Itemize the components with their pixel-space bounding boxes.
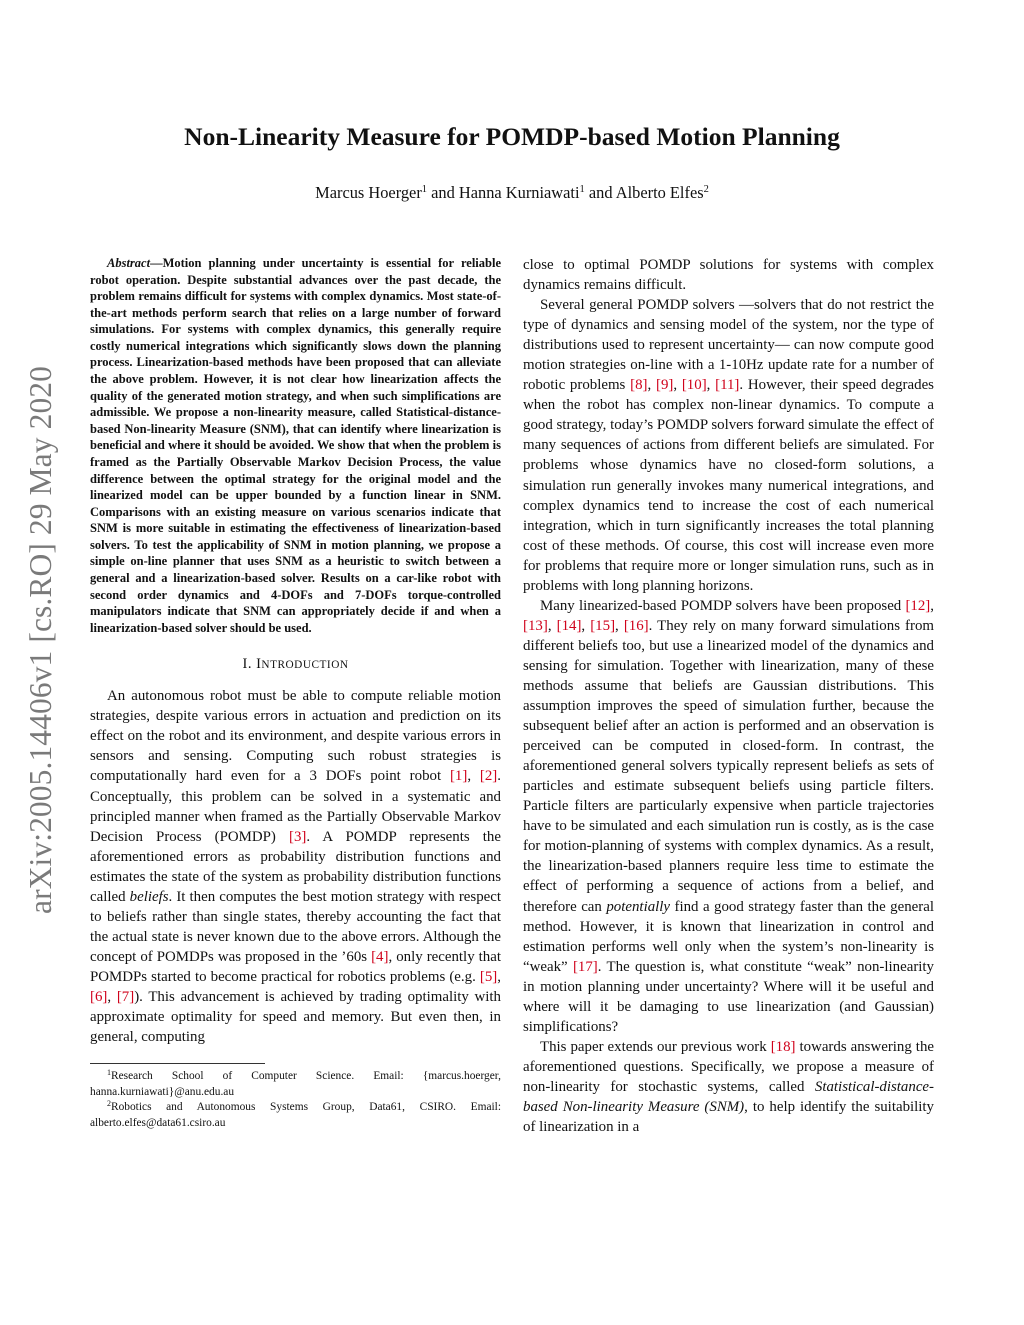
abstract-text: Motion planning under uncertainty is essential for reliable robot operation. Despite substantial advances over the past decade, the problem remains difficult for systems with complex dynamics. Most state-of-the-art methods perform search that relies on a large number of forward simulations. For systems with complex dynamics, this generally require costly numerical integrations which significantly slows down the planning process. Linearization-based methods have been proposed that can alleviate the above problem. However, it is not clear how linearization affects the quality of the generated motion strategy, and when such simplifications are admissible. We propose a non-linearity measure, called Statistical-distance-based Non-linearity Measure (SNM), that can identify where linearization is beneficial and where it should be avoided. We show that when the problem is framed as the Partially Observable Markov Decision Process, the value difference between the optimal strategy for the original model and the linearized model can be upper bounded by a function linear in SNM. Comparisons with an existing measure on various scenarios indicate that SNM is more suitable in estimating the effectiveness of linearization-based solvers. To test the applicability of SNM in motion planning, we propose a simple on-line planner that uses SNM as a heuristic to switch between a general and a linearization-based solver. Results on a car-like robot with second order dynamics and 4-DOFs and 7-DOFs torque-controlled manipulators indicate that SNM can appropriately decide if and when a linearization-based solver should be used.: [90, 256, 501, 635]
left-column: [90, 255, 501, 1131]
footnote-mark: 2: [107, 1099, 111, 1109]
author-separator: and: [584, 183, 616, 202]
author-name: Alberto Elfes: [615, 183, 704, 202]
author-name: Hanna Kurniawati: [458, 183, 580, 202]
citation-link[interactable]: [9]: [655, 377, 674, 394]
affiliation-mark: 1: [579, 184, 585, 195]
citation-link[interactable]: [5]: [479, 968, 498, 985]
emphasis-text: beliefs: [129, 888, 169, 905]
citation-link[interactable]: [17]: [572, 958, 598, 975]
citation-link[interactable]: [13]: [523, 617, 548, 634]
citation-link[interactable]: [10]: [681, 377, 707, 394]
citation-link[interactable]: [16]: [623, 617, 649, 634]
citation-link[interactable]: [12]: [905, 597, 931, 614]
footnote: [90, 1100, 501, 1131]
arxiv-stamp-text: arXiv:2005.14406v1 [cs.RO] 29 May 2020: [23, 366, 58, 914]
emphasis-text: potentially: [606, 898, 671, 915]
citation-link[interactable]: [7]: [116, 989, 135, 1005]
affiliation-mark: 2: [703, 184, 709, 195]
citation-link[interactable]: [15]: [590, 617, 616, 634]
citation-link[interactable]: [8]: [630, 377, 648, 394]
citation-link[interactable]: [6]: [90, 989, 108, 1005]
abstract: [90, 255, 501, 636]
footnote-mark: 1: [107, 1068, 111, 1078]
author-separator: and: [427, 183, 459, 202]
footnote-text: Research School of Computer Science. Email: {marcus.hoerger, hanna.kurniawati}@anu.edu.au: [90, 1070, 501, 1098]
emphasis-text: Statistical-distance-based Non-linearity Measure (SNM): [523, 1078, 934, 1115]
citation-link[interactable]: [3]: [289, 828, 307, 845]
intro-paragraph: Many linearized-based POMDP solvers have been proposed [12], [13], [14], [15], [16]. They rely on many forward simulations from different beliefs too, but use a linearized model of the dynamics and sensing for simulation. Together with linearization, many of these methods assume that beliefs are Gaussian distributions. This assumption improves the speed of simulation further, because the subsequent belief after an action is performed and an observation is perceived can be computed in closed-form. In contrast, the aforementioned general solvers typically represent beliefs as sets of particles and estimate subsequent beliefs using particle filters. Particle filters are particularly expensive when particle trajectories have to be simulated and each simulation run is costly, as is the case for motion-planning of systems with complex dynamics. As a result, the linearization-based planners require less time to estimate the effect of performing a sequence of actions from a belief, and therefore can potentially find a good strategy faster than the general method. However, it is known that linearization in control and estimation performs well only when the system’s non-linearity is “weak” [17]. The question is, what constitute “weak” non-linearity in motion planning under uncertainty? Where will it be useful and where will it be damaging to use linearization (and Gaussian) simplifications?: [523, 597, 935, 1035]
paper-title: Non-Linearity Measure for POMDP-based Motion Planning: [184, 122, 840, 151]
citation-link[interactable]: [4]: [371, 948, 389, 965]
citation-link[interactable]: [18]: [770, 1038, 796, 1055]
author-name: Marcus Hoerger: [315, 183, 422, 202]
affiliation-mark: 1: [421, 184, 428, 195]
footnote: [90, 1069, 501, 1100]
abstract-dash: —: [150, 256, 163, 270]
citation-link[interactable]: [14]: [556, 617, 582, 634]
intro-paragraph: An autonomous robot must be able to compute reliable motion strategies, despite various errors in actuation and prediction on its effect on the robot and its environment, and despite various errors in sensors and sensing. Computing such robust strategies is computationally hard even for a 3 DOFs point robot [1], [2]. Conceptually, this problem can be solved in a systematic and principled manner when framed as the Partially Observable Markov Decision Process (POMDP) [3]. A POMDP represents the aforementioned errors as probability distribution functions and estimates the state of the system as probability distribution functions called beliefs. It then computes the best motion strategy with respect to beliefs rather than single states, thereby accounting the fact that the actual state is never known due to the above errors. Although the concept of POMDPs was proposed in the ’60s [4], only recently that POMDPs started to become practical for robotics problems (e.g. [5], [6], [7]). This advancement is achieved by trading optimality with approximate optimality for speed and memory. But even then, in general, computing: [90, 688, 501, 1046]
section-number: I.: [242, 656, 252, 673]
arxiv-stamp: [4, 340, 78, 940]
citation-link[interactable]: [1]: [449, 768, 468, 785]
footnote-rule: [90, 1063, 265, 1064]
footnote-text: Robotics and Autonomous Systems Group, Data61, CSIRO. Email: alberto.elfes@data61.csiro.au: [90, 1101, 501, 1129]
section-title-rest: NTRODUCTION: [261, 659, 349, 672]
intro-paragraph-continued: close to optimal POMDP solutions for systems with complex dynamics remains difficult.: [523, 257, 934, 294]
citation-link[interactable]: [2]: [479, 768, 498, 785]
intro-paragraph: Several general POMDP solvers —solvers that do not restrict the type of dynamics and sensing model of the system, nor the type of distributions used to represent uncertainty— can now compute good motion strategies on-line with a 1-10Hz update rate for a number of robotic problems [8], [9], [10], [11]. However, their speed degrades when the robot has complex non-linear dynamics. To compute a good strategy, today’s POMDP solvers forward simulate the effect of many sequences of actions from different beliefs are simulated. For problems whose dynamics have no closed-form solutions, a simulation run generally invokes many numerical integrations, and complex dynamics tend to increase the cost of each numerical integration, which in turn significantly increases the total planning cost of these methods. Of course, this cost will increase even more for problems that require more or longer simulation runs, such as in problems with long planning horizons.: [523, 297, 934, 594]
right-column: [523, 255, 934, 1137]
intro-paragraph: This paper extends our previous work [18] towards answering the aforementioned questions. Specifically, we propose a measure of non-linearity for stochastic systems, called Statistical-distance-based Non-linearity Measure (SNM), to help identify the suitability of linearization in a: [523, 1038, 935, 1136]
citation-link[interactable]: [11]: [715, 377, 740, 394]
author-list: [0, 183, 1024, 203]
section-heading: [90, 656, 501, 673]
abstract-label: Abstract: [107, 256, 151, 270]
section-title-initial: I: [256, 656, 262, 673]
